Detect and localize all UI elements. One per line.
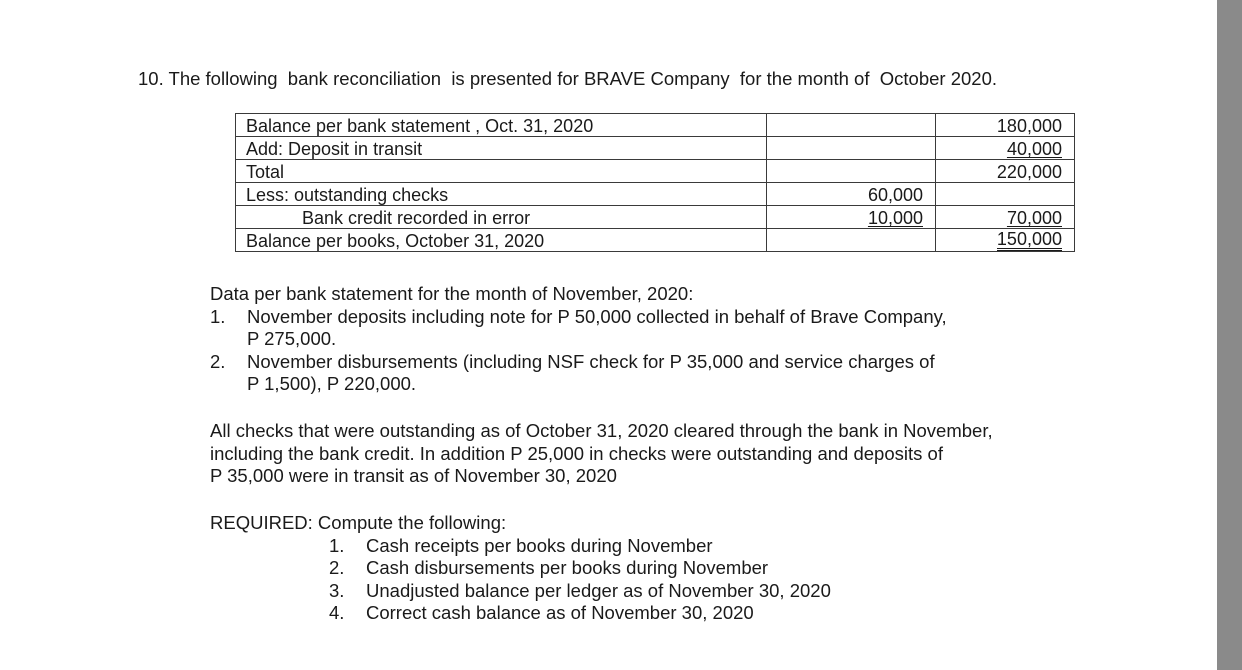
row-col3: 180,000: [936, 114, 1075, 137]
item-number: 1.: [329, 534, 345, 556]
table-row: [236, 137, 1075, 160]
required-label: REQUIRED: Compute the following:: [210, 512, 507, 533]
item-number: 2.: [210, 350, 226, 372]
table-row: [236, 229, 1075, 252]
november-data-section: [210, 283, 1040, 396]
list-item: [329, 602, 1030, 625]
item-number: 3.: [329, 579, 345, 601]
table-row: [236, 206, 1075, 229]
item-line: P 1,500), P 220,000.: [247, 373, 417, 394]
row-col3: [936, 229, 1075, 252]
data-intro: Data per bank statement for the month of November, 2020:: [210, 283, 694, 304]
table-row: [236, 114, 1075, 137]
bank-reconciliation-table: [235, 113, 1075, 252]
row-col3: [936, 183, 1075, 206]
row-col2: 60,000: [767, 183, 936, 206]
bank-credit-amount: 10,000: [867, 208, 923, 228]
row-label: Less: outstanding checks: [236, 183, 767, 206]
item-line: November disbursements (including NSF check for P 35,000 and service charges of: [247, 350, 935, 372]
item-number: 1.: [210, 305, 226, 327]
required-section: [210, 512, 1030, 625]
item-line: P 275,000.: [247, 328, 337, 349]
row-label: Balance per bank statement , Oct. 31, 2020: [236, 114, 767, 137]
table-row: [236, 183, 1075, 206]
list-item: [210, 351, 1040, 396]
table-row: [236, 160, 1075, 183]
row-col2: [767, 137, 936, 160]
row-label: Total: [236, 160, 767, 183]
row-label: Balance per books, October 31, 2020: [236, 229, 767, 252]
item-number: 4.: [329, 602, 345, 623]
item-text: Unadjusted balance per ledger as of November 30, 2020: [366, 579, 831, 601]
row-col2: [767, 160, 936, 183]
item-line: November deposits including note for P 50,000 collected in behalf of Brave Company,: [247, 305, 947, 327]
paragraph-line: including the bank credit. In addition P 25,000 in checks were outstanding and deposits of: [210, 442, 943, 464]
item-text: Correct cash balance as of November 30, 2020: [366, 602, 754, 623]
list-item: [329, 580, 1030, 603]
balance-per-books-amount: 150,000: [996, 229, 1062, 249]
row-col3: [936, 137, 1075, 160]
row-col3: 220,000: [936, 160, 1075, 183]
paragraph-line: P 35,000 were in transit as of November 30, 2020: [210, 465, 617, 486]
item-number: 2.: [329, 557, 345, 578]
indented-label: Bank credit recorded in error: [302, 208, 531, 228]
list-item: [329, 557, 1030, 580]
row-col2: [767, 114, 936, 137]
item-text: Cash disbursements per books during November: [366, 557, 769, 578]
problem-heading: 10. The following bank reconciliation is presented for BRAVE Company for the month of October 2020.: [138, 68, 998, 89]
row-col2: [767, 206, 936, 229]
deposit-in-transit-amount: 40,000: [1006, 139, 1062, 159]
row-label: Add: Deposit in transit: [236, 137, 767, 160]
list-item: [210, 306, 1040, 351]
outstanding-checks-paragraph: [210, 420, 1080, 488]
list-item: [329, 535, 1030, 558]
row-label: [236, 206, 767, 229]
row-col2: [767, 229, 936, 252]
total-deductions-amount: 70,000: [1006, 208, 1062, 228]
paragraph-line: All checks that were outstanding as of October 31, 2020 cleared through the bank in November,: [210, 420, 993, 441]
scrollbar[interactable]: [1217, 0, 1242, 670]
required-list: [329, 535, 1030, 625]
row-col3: [936, 206, 1075, 229]
item-text: Cash receipts per books during November: [366, 534, 713, 556]
